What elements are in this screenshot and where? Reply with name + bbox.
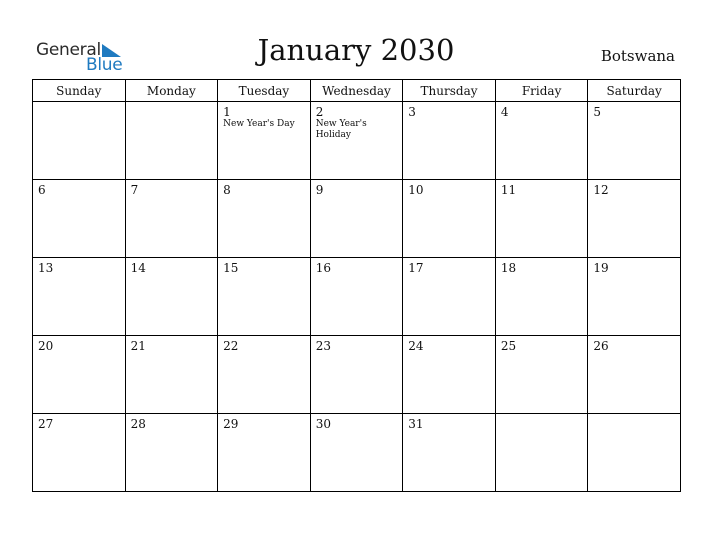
day-cell <box>218 258 311 336</box>
day-number: 21 <box>130 339 146 353</box>
day-cell <box>125 336 218 414</box>
day-cell <box>310 102 403 180</box>
day-cell <box>310 180 403 258</box>
day-number: 16 <box>315 261 331 275</box>
day-number: 4 <box>500 105 509 119</box>
weekday-header: Saturday <box>588 80 681 102</box>
day-number: 25 <box>500 339 517 353</box>
logo-text-blue: Blue <box>86 55 123 75</box>
day-cell <box>495 258 588 336</box>
day-cell <box>125 180 218 258</box>
weekday-header-row <box>33 80 681 102</box>
logo-text-general: General <box>36 40 101 60</box>
day-cell <box>218 336 311 414</box>
day-number: 22 <box>223 339 239 353</box>
day-cell <box>125 414 218 492</box>
day-cell <box>310 336 403 414</box>
day-cell <box>588 180 681 258</box>
day-cell <box>218 102 311 180</box>
day-number: 9 <box>315 183 324 197</box>
day-cell <box>403 336 496 414</box>
day-number: 27 <box>38 417 54 431</box>
weekday-header: Tuesday <box>218 80 311 102</box>
day-number: 18 <box>500 261 517 275</box>
country-name: Botswana <box>600 47 675 65</box>
day-cell <box>125 258 218 336</box>
week-row <box>33 414 681 492</box>
day-number: 23 <box>315 339 331 353</box>
weekday-header: Sunday <box>33 80 126 102</box>
day-number: 3 <box>408 105 416 119</box>
week-row <box>33 336 681 414</box>
day-cell <box>33 180 126 258</box>
day-number: 6 <box>38 183 46 197</box>
weekday-header: Monday <box>125 80 218 102</box>
calendar-grid <box>32 79 681 492</box>
day-cell <box>588 258 681 336</box>
day-cell <box>125 102 218 180</box>
day-cell <box>495 336 588 414</box>
day-cell <box>33 336 126 414</box>
weekday-header: Wednesday <box>310 80 403 102</box>
calendar-title: January 2030 <box>257 33 455 67</box>
day-cell <box>588 336 681 414</box>
day-number: 5 <box>593 105 602 119</box>
week-row <box>33 258 681 336</box>
day-number: 1 <box>223 105 231 119</box>
day-number: 24 <box>408 339 424 353</box>
day-cell <box>33 414 126 492</box>
day-cell <box>310 414 403 492</box>
week-row <box>33 102 681 180</box>
day-cell <box>33 102 126 180</box>
day-cell <box>403 258 496 336</box>
day-number: 13 <box>38 261 54 275</box>
week-row <box>33 180 681 258</box>
holiday-label: New Year's Day <box>223 119 295 129</box>
day-number: 11 <box>500 183 517 197</box>
day-cell <box>33 258 126 336</box>
day-cell <box>403 414 496 492</box>
day-cell <box>495 180 588 258</box>
day-number: 17 <box>408 261 424 275</box>
weekday-header: Thursday <box>403 80 496 102</box>
day-number: 10 <box>408 183 424 197</box>
day-number: 14 <box>130 261 146 275</box>
day-number: 15 <box>223 261 239 275</box>
day-number: 7 <box>130 183 139 197</box>
day-cell <box>588 414 681 492</box>
day-number: 19 <box>593 261 609 275</box>
day-number: 31 <box>408 417 424 431</box>
weekday-header: Friday <box>495 80 588 102</box>
day-cell <box>310 258 403 336</box>
day-cell <box>495 414 588 492</box>
day-cell <box>588 102 681 180</box>
day-number: 2 <box>315 105 324 119</box>
day-number: 8 <box>223 183 231 197</box>
day-cell <box>403 180 496 258</box>
day-cell <box>495 102 588 180</box>
holiday-label: New Year's Holiday <box>315 119 367 140</box>
day-cell <box>218 180 311 258</box>
day-number: 30 <box>315 417 331 431</box>
day-number: 12 <box>593 183 609 197</box>
day-number: 20 <box>38 339 54 353</box>
day-cell <box>403 102 496 180</box>
day-number: 28 <box>130 417 146 431</box>
day-number: 26 <box>593 339 609 353</box>
day-number: 29 <box>223 417 239 431</box>
day-cell <box>218 414 311 492</box>
